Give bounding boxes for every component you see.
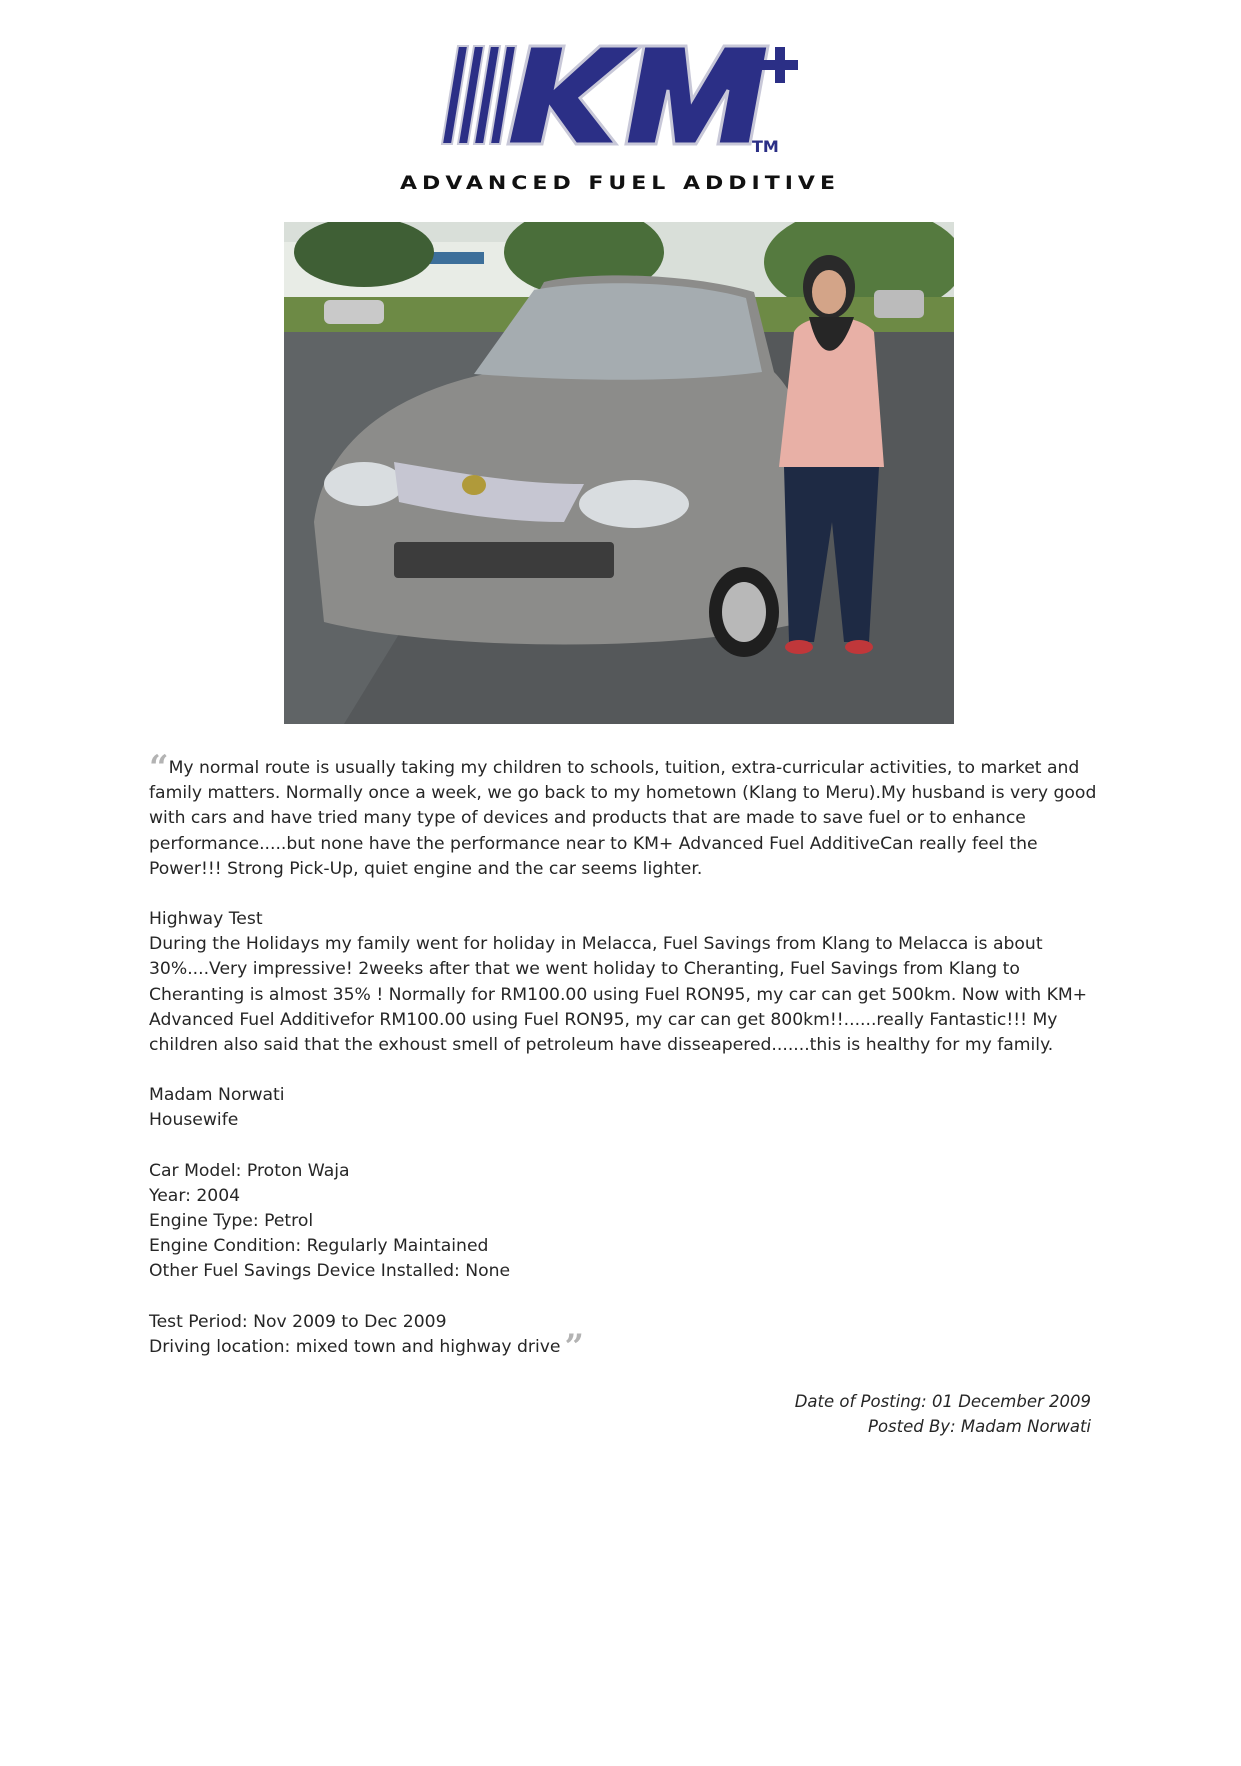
engine-type: Engine Type: Petrol: [149, 1211, 314, 1232]
testimonial-intro: “My normal route is usually taking my children to schools, tuition, extra-curricular activities, to market and family matters. Normally once a week, we go back to my hometown (Klang to Meru).My husband is very good with cars and have tried many type of devices and products that are made to save fuel or to enhance performance.....but none have the performance near to KM+ Advanced Fuel AdditiveCan really feel the Power!!! Strong Pick-Up, quiet engine and the car seems lighter.: [149, 748, 1097, 879]
other-device: Other Fuel Savings Device Installed: None: [149, 1261, 511, 1282]
tagline: ADVANCED FUEL ADDITIVE: [400, 172, 840, 195]
driving-location: Driving location: mixed town and highway drive: [149, 1336, 561, 1357]
car-year: Year: 2004: [149, 1185, 241, 1206]
author-name: Madam Norwati: [149, 1085, 285, 1106]
trademark-mark: TM: [752, 137, 779, 156]
close-quote-icon: ”: [564, 1326, 585, 1367]
posting-date: Date of Posting: 01 December 2009: [794, 1392, 1091, 1411]
car-model: Car Model: Proton Waja: [149, 1160, 350, 1181]
highway-heading: Highway Test: [149, 909, 263, 930]
driving-location-line: [149, 1326, 1099, 1367]
open-quote-icon: “: [149, 748, 169, 788]
testimonial-body: [149, 748, 1099, 1367]
highway-text: During the Holidays my family went for holiday in Melacca, Fuel Savings from Klang to Melacca is about 30%....Very impressive! 2weeks after that we went holiday to Cheranting, Fuel Savings from Klang to Cheranting is almost 35% ! Normally for RM100.00 using Fuel RON95, my car can get 500km. Now with KM+ Advanced Fuel Additivefor RM100.00 using Fuel RON95, my car can get 800km!!......really Fantastic!!! My children also said that the exhoust smell of petroleum have disseapered.......this is healthy for my family.: [149, 934, 1088, 1056]
posting-info: [795, 1389, 1091, 1439]
test-period: Test Period: Nov 2009 to Dec 2009: [149, 1311, 447, 1332]
woman-with-car-photo: [284, 222, 954, 724]
engine-condition: Engine Condition: Regularly Maintained: [149, 1236, 489, 1257]
posted-by: Posted By: Madam Norwati: [868, 1417, 1091, 1436]
author-role: Housewife: [149, 1110, 239, 1131]
km-plus-logo: [430, 40, 810, 160]
